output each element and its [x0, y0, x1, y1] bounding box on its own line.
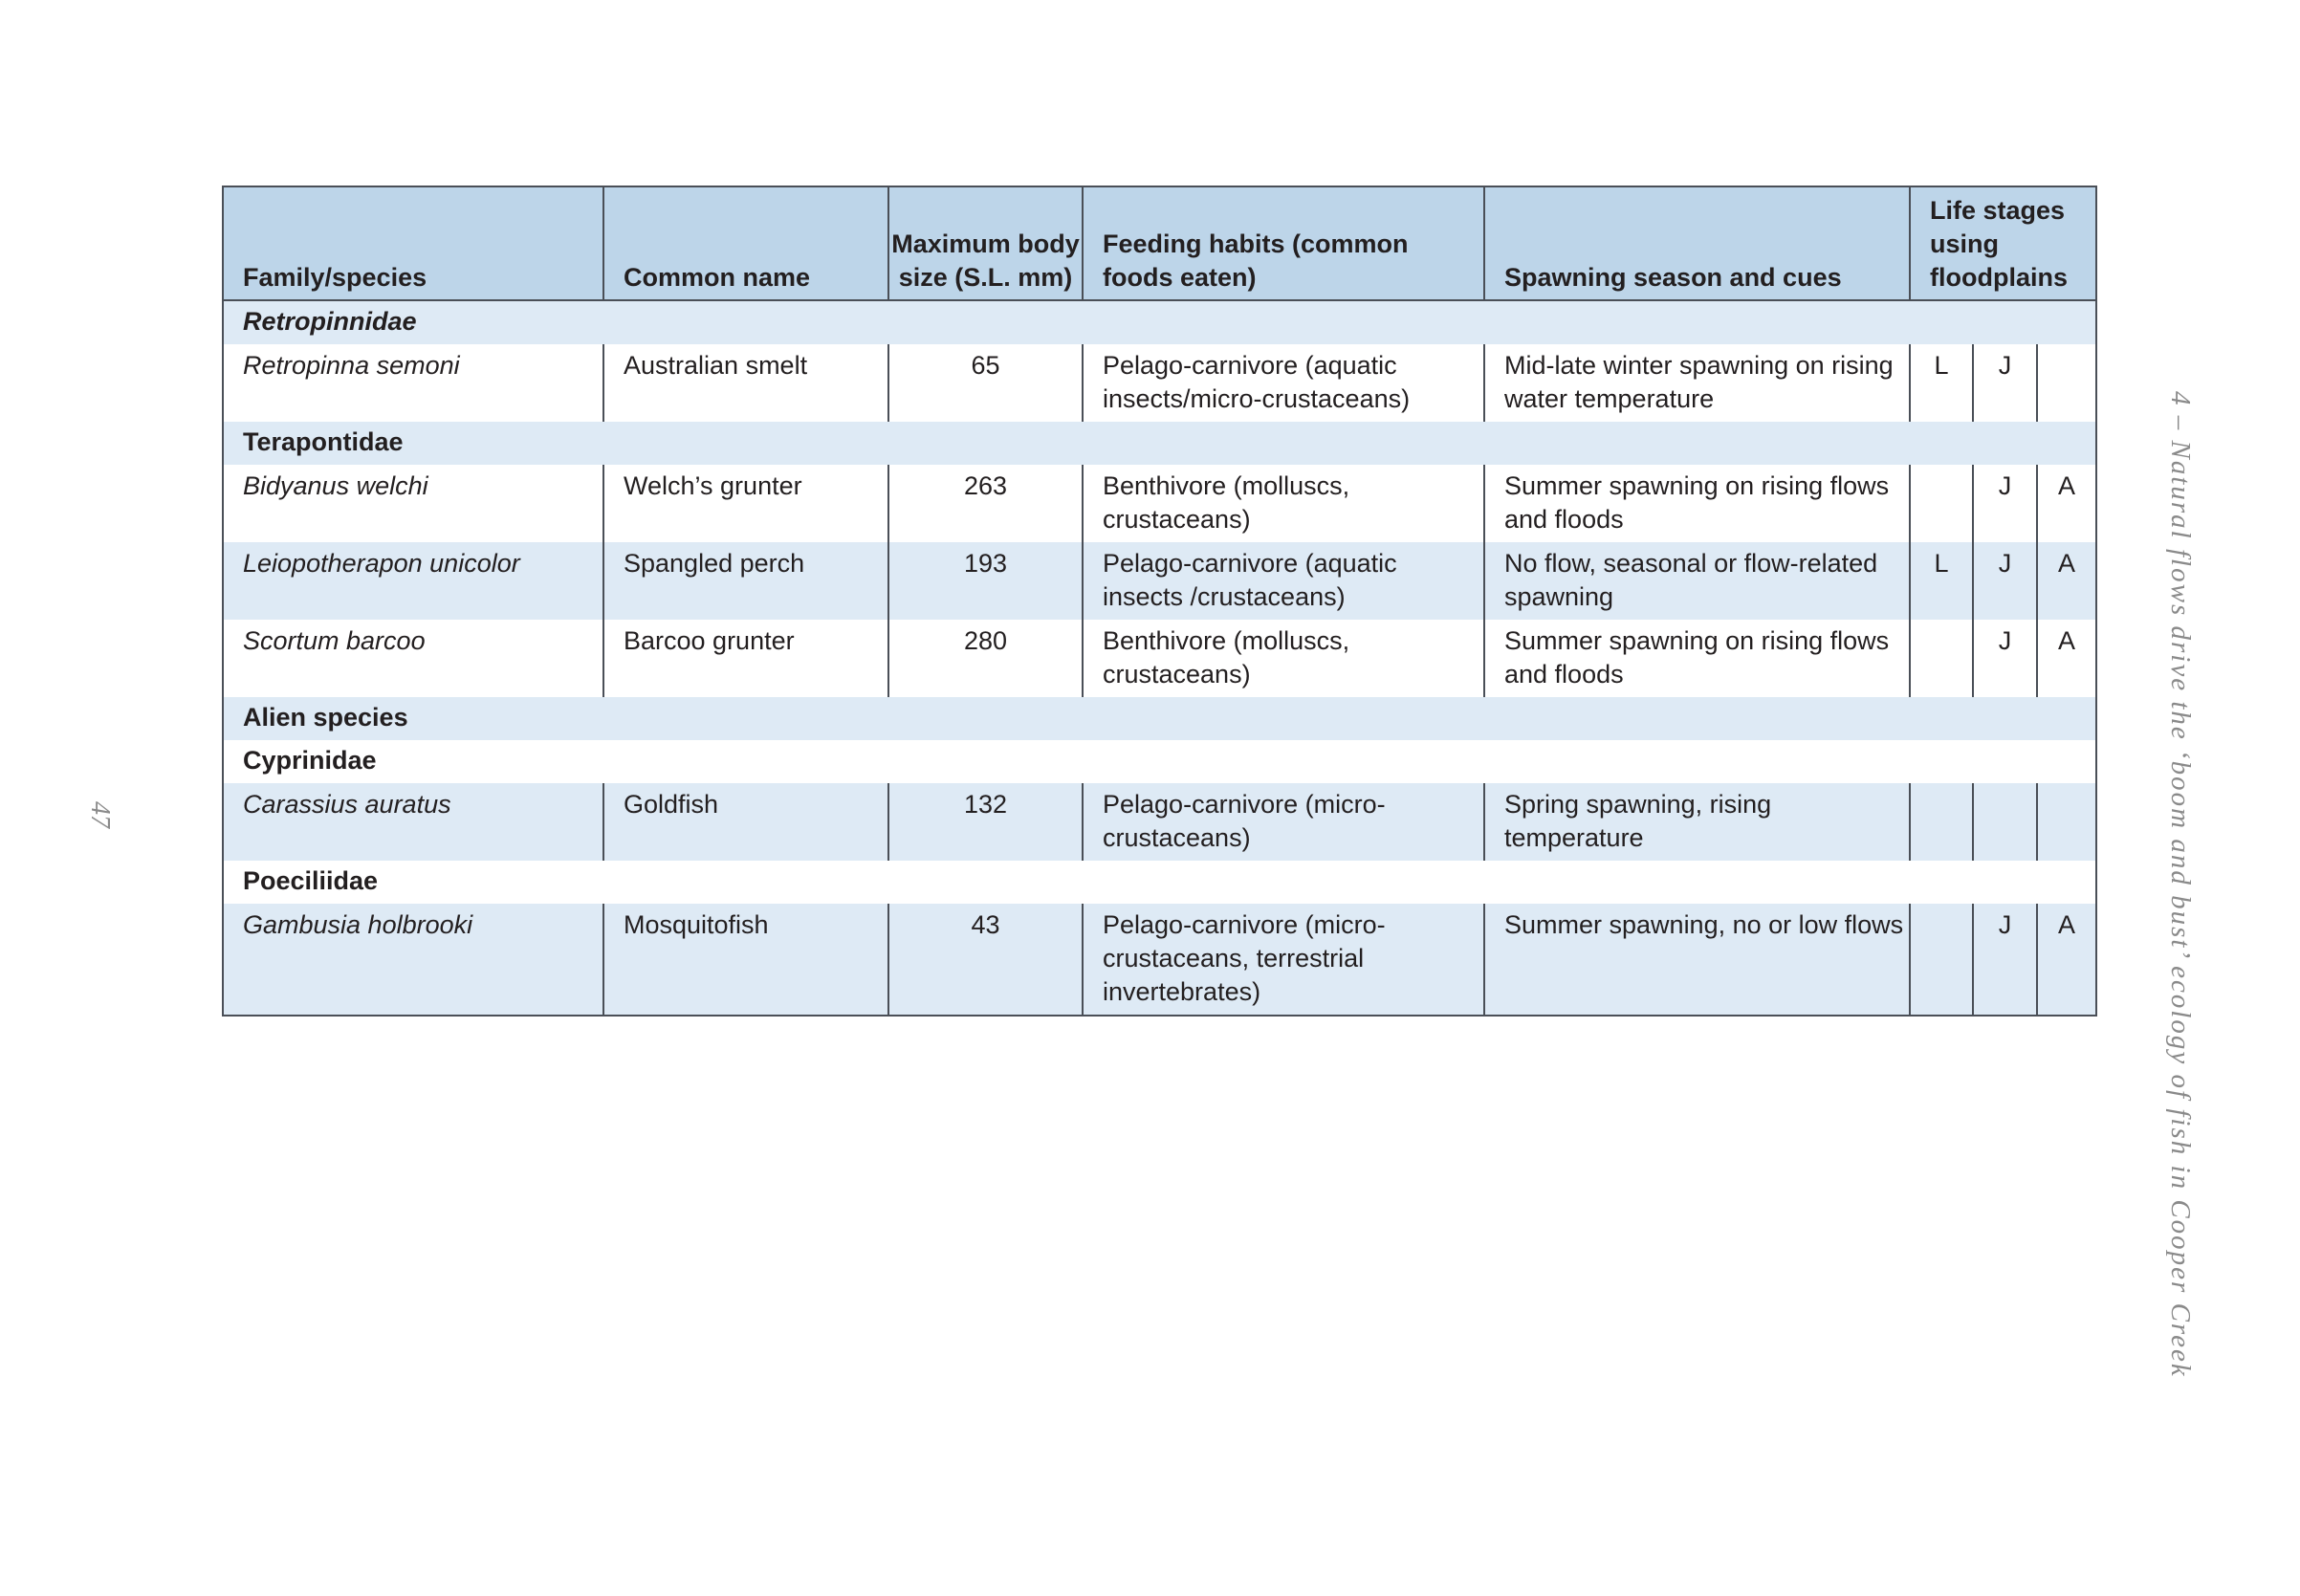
table-row — [223, 904, 2096, 1016]
header-spawning: Spawning season and cues — [1484, 186, 1910, 300]
spawning-cell: No flow, seasonal or flow-related spawning — [1484, 542, 1910, 620]
species-cell: Bidyanus welchi — [223, 465, 603, 542]
body-size-cell: 132 — [888, 783, 1083, 861]
section-label-poeciliidae: Poeciliidae — [223, 861, 2096, 904]
spawning-cell: Summer spawning on rising flows and floods — [1484, 465, 1910, 542]
feeding-cell: Pelago-carnivore (aquatic insects /crustaceans) — [1083, 542, 1484, 620]
header-max-body-size: Maximum body size (S.L. mm) — [888, 186, 1083, 300]
larvae-cell — [1910, 465, 1973, 542]
larvae-cell — [1910, 904, 1973, 1016]
juvenile-cell: J — [1973, 620, 2037, 697]
feeding-cell: Pelago-carnivore (micro-crustaceans, terrestrial invertebrates) — [1083, 904, 1484, 1016]
adult-cell: A — [2037, 620, 2096, 697]
feeding-cell: Benthivore (molluscs, crustaceans) — [1083, 620, 1484, 697]
table-row — [223, 542, 2096, 620]
section-row — [223, 697, 2096, 740]
adult-cell — [2037, 783, 2096, 861]
feeding-cell: Benthivore (molluscs, crustaceans) — [1083, 465, 1484, 542]
juvenile-cell — [1973, 783, 2037, 861]
table-row — [223, 465, 2096, 542]
common-name-cell: Goldfish — [603, 783, 888, 861]
section-label-retropinnidae: Retropinnidae — [223, 300, 2096, 344]
running-header: 4 – Natural flows drive the ‘boom and bust’ ecology of fish in Cooper Creek — [2165, 391, 2196, 1378]
juvenile-cell: J — [1973, 542, 2037, 620]
header-feeding-habits: Feeding habits (common foods eaten) — [1083, 186, 1484, 300]
juvenile-cell: J — [1973, 904, 2037, 1016]
section-label-alien-species: Alien species — [223, 697, 2096, 740]
adult-cell: A — [2037, 542, 2096, 620]
table-header-row — [223, 186, 2096, 300]
section-row — [223, 740, 2096, 783]
spawning-cell: Summer spawning on rising flows and floods — [1484, 620, 1910, 697]
fish-traits-table — [222, 186, 2097, 1017]
page-number: 47 — [85, 801, 115, 828]
spawning-cell: Summer spawning, no or low flows — [1484, 904, 1910, 1016]
adult-cell — [2037, 344, 2096, 422]
species-cell: Leiopotherapon unicolor — [223, 542, 603, 620]
table-row — [223, 620, 2096, 697]
section-row — [223, 300, 2096, 344]
body-size-cell: 280 — [888, 620, 1083, 697]
section-row — [223, 861, 2096, 904]
header-life-stages: Life stages using floodplains — [1910, 186, 2096, 300]
juvenile-cell: J — [1973, 344, 2037, 422]
larvae-cell — [1910, 620, 1973, 697]
section-label-cyprinidae: Cyprinidae — [223, 740, 2096, 783]
spawning-cell: Spring spawning, rising temperature — [1484, 783, 1910, 861]
larvae-cell: L — [1910, 344, 1973, 422]
juvenile-cell: J — [1973, 465, 2037, 542]
larvae-cell: L — [1910, 542, 1973, 620]
table-row — [223, 344, 2096, 422]
body-size-cell: 43 — [888, 904, 1083, 1016]
common-name-cell: Spangled perch — [603, 542, 888, 620]
body-size-cell: 193 — [888, 542, 1083, 620]
header-family-species: Family/species — [223, 186, 603, 300]
body-size-cell: 263 — [888, 465, 1083, 542]
species-cell: Carassius auratus — [223, 783, 603, 861]
adult-cell: A — [2037, 465, 2096, 542]
header-common-name: Common name — [603, 186, 888, 300]
common-name-cell: Barcoo grunter — [603, 620, 888, 697]
body-size-cell: 65 — [888, 344, 1083, 422]
larvae-cell — [1910, 783, 1973, 861]
feeding-cell: Pelago-carnivore (micro-crustaceans) — [1083, 783, 1484, 861]
common-name-cell: Mosquitofish — [603, 904, 888, 1016]
section-label-terapontidae: Terapontidae — [223, 422, 2096, 465]
spawning-cell: Mid-late winter spawning on rising water temperature — [1484, 344, 1910, 422]
section-row — [223, 422, 2096, 465]
common-name-cell: Welch’s grunter — [603, 465, 888, 542]
species-cell: Scortum barcoo — [223, 620, 603, 697]
common-name-cell: Australian smelt — [603, 344, 888, 422]
adult-cell: A — [2037, 904, 2096, 1016]
table-row — [223, 783, 2096, 861]
species-cell: Gambusia holbrooki — [223, 904, 603, 1016]
species-cell: Retropinna semoni — [223, 344, 603, 422]
feeding-cell: Pelago-carnivore (aquatic insects/micro-crustaceans) — [1083, 344, 1484, 422]
